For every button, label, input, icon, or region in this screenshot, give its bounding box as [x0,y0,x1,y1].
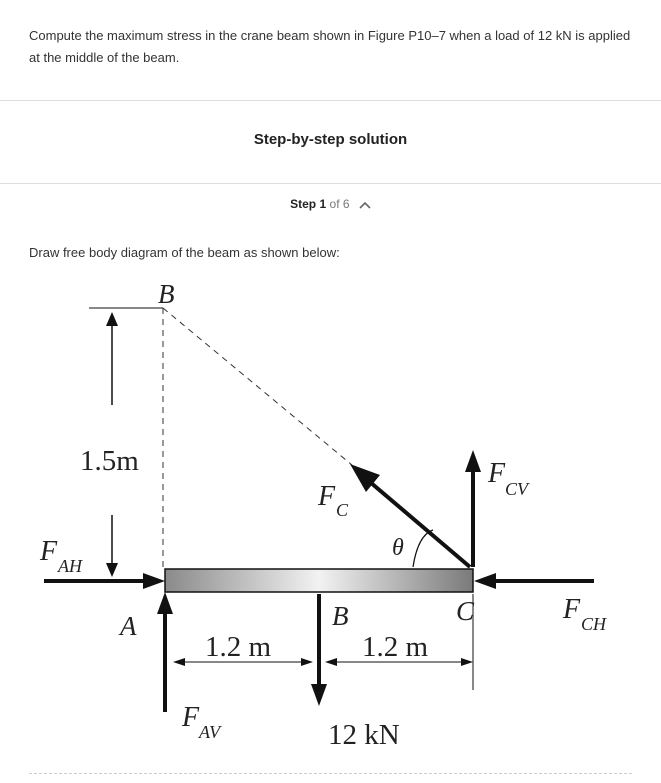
label-c: C [456,596,475,626]
beam [165,569,473,592]
label-fah: FAH [40,536,82,576]
fav-arrow-head [157,592,173,614]
step-label: Step [290,197,317,211]
height-dim-arrow-down [106,563,118,577]
dashed-diagonal [163,308,352,465]
divider-top [0,100,661,101]
free-body-diagram [0,270,661,770]
solution-title: Step-by-step solution [253,131,408,148]
label-dim-right: 1.2 m [362,631,429,663]
dim-arrow-left-b [301,658,313,666]
step-instruction: Draw free body diagram of the beam as shown below: [29,245,340,260]
divider-solution [0,183,661,184]
label-fcv: FCV [488,458,529,499]
dim-arrow-right-b [461,658,473,666]
load-arrow-head [311,684,327,706]
label-fch: FCH [563,594,607,634]
step-header [0,197,661,212]
fah-arrow-head [143,573,165,589]
label-a: A [120,611,137,641]
label-theta: θ [392,535,404,561]
bottom-dashed-divider [29,773,632,774]
label-dim-left: 1.2 m [205,631,272,663]
chevron-up-icon[interactable] [359,198,371,212]
label-b-top: B [158,279,175,309]
question-text: Compute the maximum stress in the crane beam shown in Figure P10–7 when a load of 12 kN is applied at the middle of the beam. [29,28,631,65]
label-fav: FAV [182,702,221,742]
dim-arrow-left-a [173,658,185,666]
height-dim-arrow-up [106,312,118,326]
step-total: of 6 [329,197,350,211]
dim-arrow-right-a [325,658,337,666]
fcv-arrow-head [465,450,481,472]
step-current: 1 [319,197,327,211]
label-load: 12 kN [328,719,400,751]
label-height: 1.5m [80,445,139,477]
fc-arrow-line [370,482,470,567]
fch-arrow-head [474,573,496,589]
label-fc: FC [318,481,349,520]
label-b-mid: B [332,601,349,631]
